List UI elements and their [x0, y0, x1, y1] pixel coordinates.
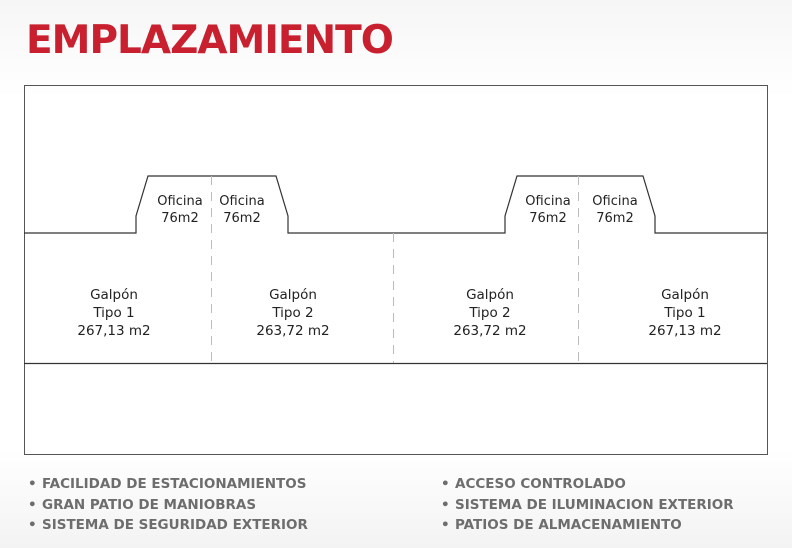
office-label: Oficina 76m2	[157, 194, 203, 226]
office-label: Oficina 76m2	[592, 194, 638, 226]
list-item: • GRAN PATIO DE MANIOBRAS	[28, 495, 308, 516]
warehouse-label: Galpón Tipo 2 263,72 m2	[256, 287, 330, 339]
warehouse-label: Galpón Tipo 1 267,13 m2	[648, 287, 722, 339]
features-right-list	[441, 474, 734, 536]
warehouse-label: Galpón Tipo 2 263,72 m2	[453, 287, 527, 339]
lot-boundary	[25, 86, 768, 455]
features-left-list	[28, 474, 308, 536]
list-item: • SISTEMA DE ILUMINACION EXTERIOR	[441, 495, 734, 516]
list-item: • ACCESO CONTROLADO	[441, 474, 734, 495]
warehouse-label: Galpón Tipo 1 267,13 m2	[77, 287, 151, 339]
list-item: • FACILIDAD DE ESTACIONAMIENTOS	[28, 474, 308, 495]
building-outline	[24, 176, 767, 233]
page-title: EMPLAZAMIENTO	[26, 18, 393, 63]
list-item: • SISTEMA DE SEGURIDAD EXTERIOR	[28, 515, 308, 536]
list-item: • PATIOS DE ALMACENAMIENTO	[441, 515, 734, 536]
office-label: Oficina 76m2	[219, 194, 265, 226]
office-label: Oficina 76m2	[525, 194, 571, 226]
